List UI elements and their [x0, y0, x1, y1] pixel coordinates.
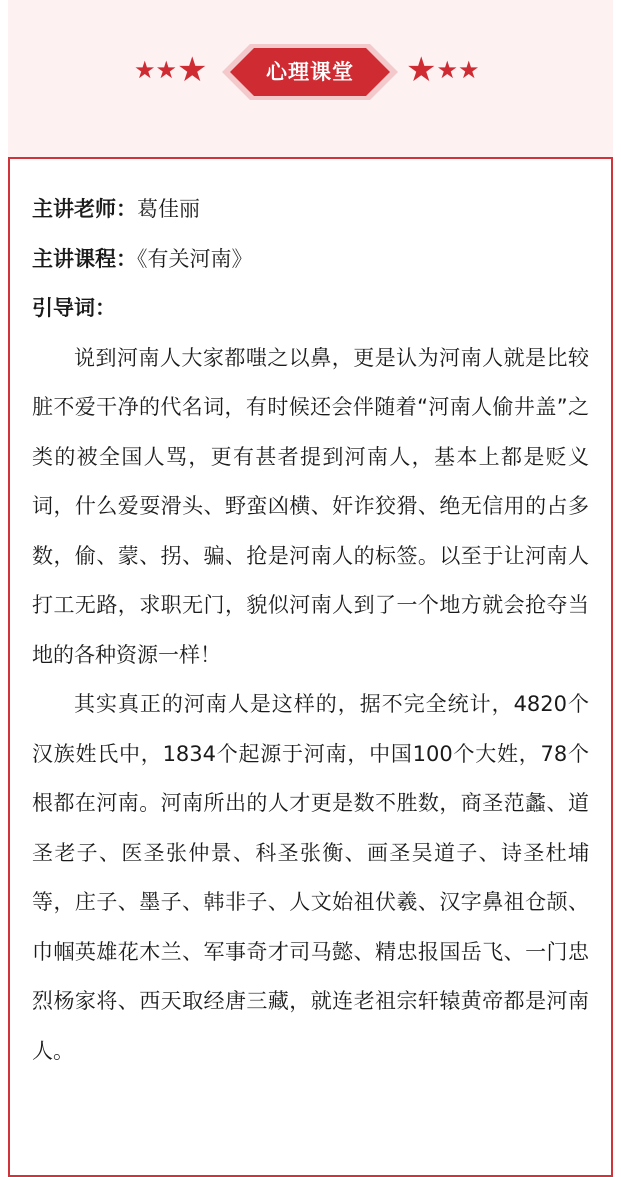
course-label: 主讲课程： [32, 246, 137, 271]
article-box [8, 157, 613, 1177]
teacher-name: 葛佳丽 [137, 197, 200, 221]
course-line [32, 235, 589, 285]
section-header [0, 40, 621, 102]
star-icon: ★ [436, 56, 458, 84]
paragraph: 其实真正的河南人是这样的，据不完全统计，4820个汉族姓氏中，1834个起源于河南，中国100个大姓，78个根都在河南。河南所出的人才更是数不胜数，商圣范蠡、道圣老子、医圣张仲景、科圣张衡、画圣吴道子、诗圣杜埔等，庄子、墨子、韩非子、人文始祖伏羲、汉字鼻祖仓颉、巾帼英雄花木兰、军事奇才司马懿、精忠报国岳飞、一门忠烈杨家将、西天取经唐三藏，就连老祖宗轩辕黄帝都是河南人。 [32, 692, 589, 1063]
intro-line [32, 284, 589, 334]
teacher-line [32, 185, 589, 235]
star-icon: ★ [177, 50, 208, 90]
section-title: 心理课堂 [266, 60, 354, 84]
course-name: 《有关河南》 [137, 246, 253, 271]
right-stars [406, 52, 480, 88]
section-title-badge [222, 44, 398, 100]
star-icon: ★ [458, 56, 480, 84]
left-stars [134, 52, 208, 88]
star-icon: ★ [155, 56, 178, 84]
star-icon: ★ [406, 50, 437, 90]
teacher-label: 主讲老师： [32, 197, 137, 221]
intro-label: 引导词： [32, 296, 116, 320]
paragraph: 说到河南人大家都嗤之以鼻，更是认为河南人就是比较脏不爱干净的代名词，有时候还会伴随着“河南人偷井盖”之类的被全国人骂，更有甚者提到河南人，基本上都是贬义词，什么爱耍滑头、野蛮凶横、奸诈狡猾、绝无信用的占多数，偷、蒙、拐、骗、抢是河南人的标签。以至于让河南人打工无路，求职无门，貌似河南人到了一个地方就会抢夺当地的各种资源一样！ [32, 345, 589, 667]
star-icon: ★ [134, 56, 156, 84]
